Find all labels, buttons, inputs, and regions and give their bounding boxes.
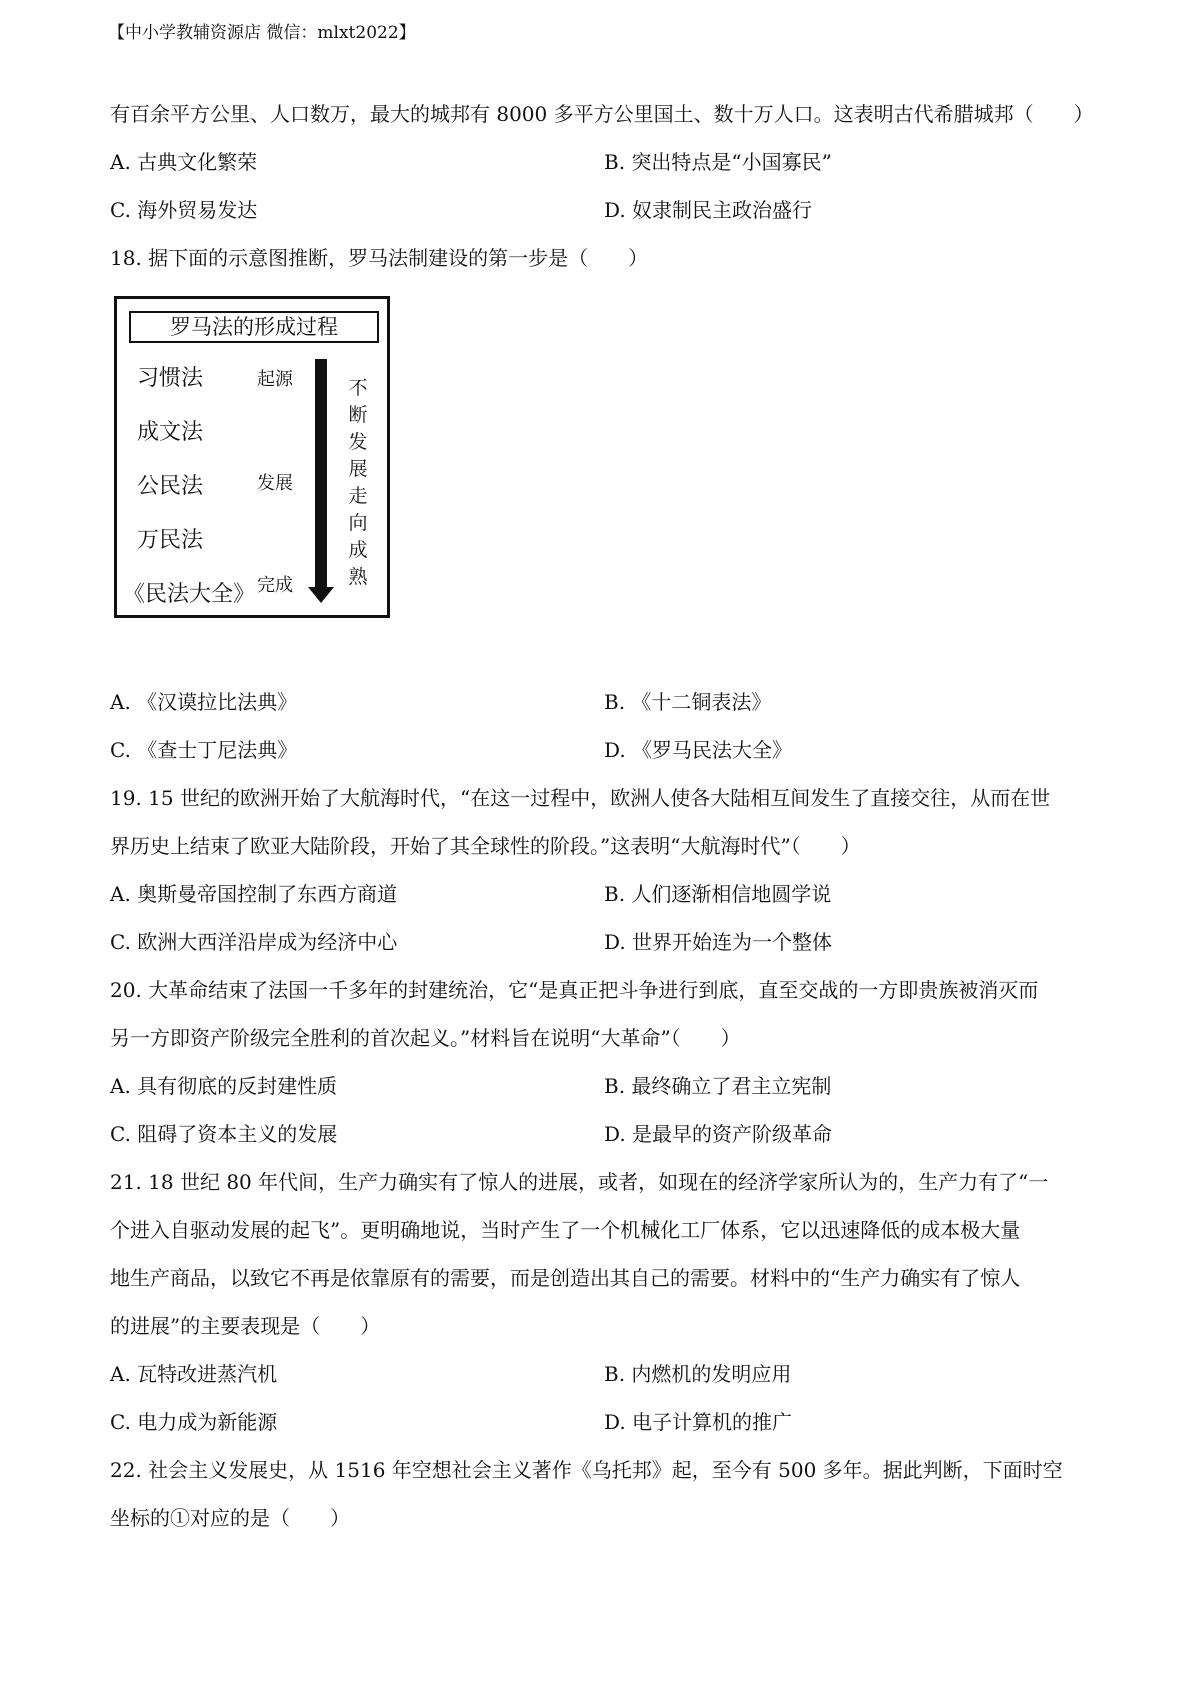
q18-option-a: A. 《汉谟拉比法典》 bbox=[110, 690, 298, 714]
q19-option-d: D. 世界开始连为一个整体 bbox=[604, 930, 833, 954]
q22-stem-line: 坐标的①对应的是（ ） bbox=[110, 1506, 350, 1530]
q21-stem-line: 地生产商品，以致它不再是依靠原有的需要，而是创造出其自己的需要。材料中的“生产力确实有了惊人 bbox=[110, 1266, 1021, 1290]
diagram-stage: 习惯法 bbox=[137, 366, 204, 391]
diagram-stage: 万民法 bbox=[137, 528, 204, 553]
q21-stem-line: 个进入自驱动发展的起飞”。更明确地说，当时产生了一个机械化工厂体系，它以迅速降低的成本极大量 bbox=[110, 1218, 1021, 1242]
q21-option-a: A. 瓦特改进蒸汽机 bbox=[110, 1362, 278, 1386]
header-note: 【中小学教辅资源店 微信：mlxt2022】 bbox=[108, 23, 416, 43]
q18-option-b: B. 《十二铜表法》 bbox=[604, 690, 772, 714]
q17-option-c: C. 海外贸易发达 bbox=[110, 198, 258, 222]
q21-stem-line: 的进展”的主要表现是（ ） bbox=[110, 1314, 381, 1338]
diagram-title: 罗马法的形成过程 bbox=[129, 311, 379, 343]
diagram-stage: 《民法大全》 bbox=[123, 582, 256, 607]
down-arrow-icon bbox=[315, 359, 327, 589]
q21-option-d: D. 电子计算机的推广 bbox=[604, 1410, 793, 1434]
arrow-head-icon bbox=[308, 587, 334, 603]
diagram-stage: 公民法 bbox=[137, 474, 204, 499]
q17-option-b: B. 突出特点是“小国寡民” bbox=[604, 150, 832, 174]
q22-stem-line: 22. 社会主义发展史，从 1516 年空想社会主义著作《乌托邦》起，至今有 500 多年。据此判断，下面时空 bbox=[110, 1458, 1063, 1482]
diagram-phase: 发展 bbox=[257, 473, 293, 494]
q20-option-b: B. 最终确立了君主立宪制 bbox=[604, 1074, 832, 1098]
q21-option-b: B. 内燃机的发明应用 bbox=[604, 1362, 792, 1386]
q20-stem-line: 另一方即资产阶级完全胜利的首次起义。”材料旨在说明“大革命”（ ） bbox=[110, 1026, 741, 1050]
q17-option-a: A. 古典文化繁荣 bbox=[110, 150, 258, 174]
q19-option-a: A. 奥斯曼帝国控制了东西方商道 bbox=[110, 882, 398, 906]
q21-option-c: C. 电力成为新能源 bbox=[110, 1410, 278, 1434]
diagram-phase: 起源 bbox=[257, 369, 293, 390]
q21-stem-line: 21. 18 世纪 80 年代间，生产力确实有了惊人的进展，或者，如现在的经济学家所认为的，生产力有了“一 bbox=[110, 1170, 1049, 1194]
diagram-stage: 成文法 bbox=[137, 420, 204, 445]
q19-stem-line: 19. 15 世纪的欧洲开始了大航海时代，“在这一过程中，欧洲人使各大陆相互间发生了直接交往，从而在世 bbox=[110, 786, 1051, 810]
q18-option-d: D. 《罗马民法大全》 bbox=[604, 738, 793, 762]
q18-stem: 18. 据下面的示意图推断，罗马法制建设的第一步是（ ） bbox=[110, 246, 649, 270]
q17-stem: 有百余平方公里、人口数万，最大的城邦有 8000 多平方公里国土、数十万人口。这表明古代希腊城邦（ ） bbox=[110, 102, 1094, 126]
diagram-arrow-text: 不断发展走向成熟 bbox=[348, 377, 368, 588]
q19-option-b: B. 人们逐渐相信地圆学说 bbox=[604, 882, 832, 906]
q17-option-d: D. 奴隶制民主政治盛行 bbox=[604, 198, 813, 222]
q19-stem-line: 界历史上结束了欧亚大陆阶段，开始了其全球性的阶段。”这表明“大航海时代”（ ） bbox=[110, 834, 861, 858]
q19-option-c: C. 欧洲大西洋沿岸成为经济中心 bbox=[110, 930, 398, 954]
q18-option-c: C. 《查士丁尼法典》 bbox=[110, 738, 298, 762]
roman-law-diagram bbox=[114, 296, 390, 618]
q20-option-c: C. 阻碍了资本主义的发展 bbox=[110, 1122, 338, 1146]
q20-option-d: D. 是最早的资产阶级革命 bbox=[604, 1122, 833, 1146]
q20-stem-line: 20. 大革命结束了法国一千多年的封建统治，它“是真正把斗争进行到底，直至交战的一方即贵族被消灭而 bbox=[110, 978, 1039, 1002]
diagram-phase: 完成 bbox=[257, 575, 293, 596]
q20-option-a: A. 具有彻底的反封建性质 bbox=[110, 1074, 338, 1098]
